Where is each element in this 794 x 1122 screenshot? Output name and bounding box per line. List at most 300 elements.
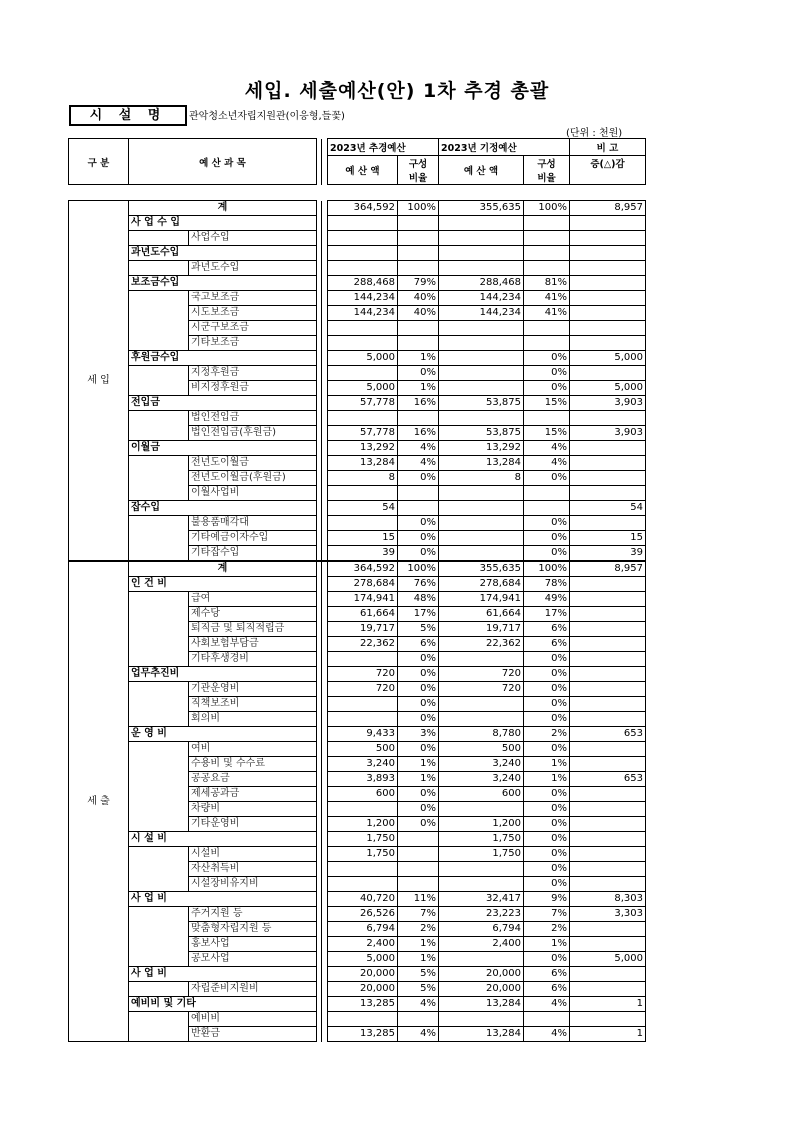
revised-amount-cell: 6,794	[328, 922, 398, 937]
subcategory-label: 시군구보조금	[189, 321, 317, 336]
existing-ratio-cell: 0%	[524, 471, 570, 486]
subcategory-label: 급여	[189, 592, 317, 607]
revised-amount-cell: 144,234	[328, 306, 398, 321]
revised-ratio-cell	[398, 832, 439, 847]
subcategory-label: 사업수입	[189, 231, 317, 246]
change-cell: 3,303	[570, 907, 646, 922]
existing-ratio-cell: 4%	[524, 456, 570, 471]
revised-amount-cell	[328, 486, 398, 501]
revised-amount-cell: 278,684	[328, 577, 398, 592]
subcategory-label: 시도보조금	[189, 306, 317, 321]
category-label: 전입금	[129, 396, 317, 411]
revised-amount-cell: 13,292	[328, 441, 398, 456]
change-cell	[570, 306, 646, 321]
revised-ratio-cell: 40%	[398, 306, 439, 321]
existing-ratio-cell: 15%	[524, 396, 570, 411]
header-ratio-line1: 구성	[408, 159, 428, 170]
change-cell: 3,903	[570, 396, 646, 411]
revised-ratio-cell: 1%	[398, 351, 439, 366]
change-cell	[570, 216, 646, 231]
page-title: 세입. 세출예산(안) 1차 추경 총괄	[244, 80, 550, 102]
existing-ratio-cell: 100%	[524, 201, 570, 216]
change-cell	[570, 877, 646, 892]
change-cell: 3,903	[570, 426, 646, 441]
revised-amount-cell: 54	[328, 501, 398, 516]
revised-ratio-cell: 16%	[398, 396, 439, 411]
revised-ratio-cell	[398, 231, 439, 246]
existing-amount-cell	[439, 802, 524, 817]
change-cell	[570, 742, 646, 757]
revised-amount-cell	[328, 336, 398, 351]
change-cell	[570, 592, 646, 607]
indent-cell	[129, 261, 189, 276]
table-row	[69, 246, 646, 261]
table-row	[69, 216, 646, 231]
category-label: 시 설 비	[129, 832, 317, 847]
revised-amount-cell: 364,592	[328, 561, 398, 577]
change-cell	[570, 456, 646, 471]
subcategory-label: 국고보조금	[189, 291, 317, 306]
category-label: 잡수입	[129, 501, 317, 516]
existing-ratio-cell: 0%	[524, 877, 570, 892]
indent-cell	[129, 516, 189, 562]
existing-ratio-cell	[524, 216, 570, 231]
revised-ratio-cell: 6%	[398, 637, 439, 652]
table-row	[69, 847, 646, 862]
revised-amount-cell: 13,284	[328, 456, 398, 471]
existing-amount-cell: 600	[439, 787, 524, 802]
existing-ratio-cell: 4%	[524, 1027, 570, 1042]
revised-amount-cell: 26,526	[328, 907, 398, 922]
revised-ratio-cell: 0%	[398, 667, 439, 682]
revised-amount-cell: 720	[328, 682, 398, 697]
category-label: 후원금수입	[129, 351, 317, 366]
change-cell	[570, 847, 646, 862]
revised-amount-cell: 5,000	[328, 952, 398, 967]
change-cell: 5,000	[570, 351, 646, 366]
revised-amount-cell: 364,592	[328, 201, 398, 216]
change-cell	[570, 516, 646, 531]
revised-ratio-cell	[398, 847, 439, 862]
existing-amount-cell	[439, 261, 524, 276]
revised-amount-cell	[328, 411, 398, 426]
change-cell	[570, 246, 646, 261]
revised-ratio-cell: 0%	[398, 516, 439, 531]
change-cell	[570, 261, 646, 276]
change-cell	[570, 577, 646, 592]
existing-amount-cell: 13,284	[439, 1027, 524, 1042]
revised-amount-cell: 8	[328, 471, 398, 486]
indent-cell	[129, 411, 189, 441]
subcategory-label: 시설비	[189, 847, 317, 862]
budget-table	[68, 200, 646, 1042]
existing-ratio-cell: 0%	[524, 952, 570, 967]
existing-amount-cell	[439, 501, 524, 516]
subcategory-label: 기타운영비	[189, 817, 317, 832]
existing-amount-cell: 20,000	[439, 967, 524, 982]
header-ratio-line2: 비율	[408, 173, 428, 184]
revised-amount-cell: 57,778	[328, 396, 398, 411]
change-cell	[570, 471, 646, 486]
existing-amount-cell: 720	[439, 682, 524, 697]
table-row	[69, 832, 646, 847]
table-row	[69, 892, 646, 907]
revised-ratio-cell: 7%	[398, 907, 439, 922]
existing-amount-cell	[439, 351, 524, 366]
subcategory-label: 법인전입금(후원금)	[189, 426, 317, 441]
section-income-label: 세 입	[69, 201, 129, 562]
existing-ratio-cell	[524, 261, 570, 276]
existing-ratio-cell: 41%	[524, 291, 570, 306]
existing-amount-cell	[439, 366, 524, 381]
header-revised-budget: 2023년 추경예산	[328, 139, 439, 156]
change-cell: 653	[570, 727, 646, 742]
existing-amount-cell: 1,750	[439, 847, 524, 862]
category-label: 운 영 비	[129, 727, 317, 742]
existing-amount-cell: 355,635	[439, 201, 524, 216]
subcategory-label: 사회보험부담금	[189, 637, 317, 652]
indent-cell	[129, 742, 189, 832]
change-cell: 15	[570, 531, 646, 546]
subcategory-label: 여비	[189, 742, 317, 757]
existing-amount-cell: 8,780	[439, 727, 524, 742]
section-expense-label: 세 출	[69, 561, 129, 1042]
existing-ratio-cell: 78%	[524, 577, 570, 592]
table-row	[69, 561, 646, 577]
revised-ratio-cell: 17%	[398, 607, 439, 622]
revised-ratio-cell: 0%	[398, 712, 439, 727]
revised-ratio-cell: 2%	[398, 922, 439, 937]
existing-ratio-cell: 0%	[524, 351, 570, 366]
table-row	[69, 727, 646, 742]
revised-amount-cell: 9,433	[328, 727, 398, 742]
table-row	[69, 291, 646, 306]
existing-amount-cell	[439, 336, 524, 351]
change-cell	[570, 832, 646, 847]
existing-amount-cell	[439, 697, 524, 712]
revised-amount-cell: 61,664	[328, 607, 398, 622]
revised-amount-cell	[328, 802, 398, 817]
table-row	[69, 742, 646, 757]
existing-ratio-cell	[524, 501, 570, 516]
change-cell: 39	[570, 546, 646, 562]
subcategory-label: 회의비	[189, 712, 317, 727]
revised-ratio-cell: 0%	[398, 652, 439, 667]
revised-ratio-cell: 5%	[398, 622, 439, 637]
revised-amount-cell: 500	[328, 742, 398, 757]
existing-amount-cell: 23,223	[439, 907, 524, 922]
existing-ratio-cell: 2%	[524, 727, 570, 742]
revised-ratio-cell: 1%	[398, 952, 439, 967]
revised-amount-cell: 57,778	[328, 426, 398, 441]
subcategory-label: 공모사업	[189, 952, 317, 967]
revised-ratio-cell: 5%	[398, 967, 439, 982]
existing-amount-cell	[439, 321, 524, 336]
header-amount-existing: 예 산 액	[439, 156, 524, 185]
revised-amount-cell: 174,941	[328, 592, 398, 607]
existing-amount-cell: 288,468	[439, 276, 524, 291]
subcategory-label: 과년도수입	[189, 261, 317, 276]
existing-ratio-cell	[524, 321, 570, 336]
existing-ratio-cell	[524, 411, 570, 426]
revised-ratio-cell: 0%	[398, 682, 439, 697]
subcategory-label: 이월사업비	[189, 486, 317, 501]
header-ratio-existing	[524, 156, 570, 185]
revised-ratio-cell: 40%	[398, 291, 439, 306]
existing-amount-cell: 1,200	[439, 817, 524, 832]
revised-ratio-cell	[398, 216, 439, 231]
table-row	[69, 261, 646, 276]
subcategory-label: 퇴직금 및 퇴직적립금	[189, 622, 317, 637]
existing-amount-cell	[439, 546, 524, 562]
header-ratio-line1: 구성	[537, 159, 556, 170]
existing-ratio-cell: 1%	[524, 937, 570, 952]
subcategory-label: 제세공과금	[189, 787, 317, 802]
existing-ratio-cell: 0%	[524, 516, 570, 531]
revised-ratio-cell: 1%	[398, 937, 439, 952]
existing-ratio-cell: 1%	[524, 772, 570, 787]
revised-ratio-cell	[398, 862, 439, 877]
existing-amount-cell: 61,664	[439, 607, 524, 622]
table-row	[69, 516, 646, 531]
revised-amount-cell	[328, 216, 398, 231]
revised-ratio-cell: 4%	[398, 997, 439, 1012]
revised-ratio-cell: 4%	[398, 1027, 439, 1042]
existing-amount-cell: 13,292	[439, 441, 524, 456]
indent-cell	[129, 291, 189, 351]
revised-ratio-cell: 0%	[398, 471, 439, 486]
existing-ratio-cell: 81%	[524, 276, 570, 291]
revised-amount-cell	[328, 1012, 398, 1027]
revised-ratio-cell: 100%	[398, 201, 439, 216]
change-cell: 8,957	[570, 561, 646, 577]
existing-amount-cell	[439, 712, 524, 727]
revised-ratio-cell: 1%	[398, 772, 439, 787]
subcategory-label: 비지정후원금	[189, 381, 317, 396]
header-table	[68, 138, 646, 185]
existing-ratio-cell: 4%	[524, 997, 570, 1012]
subcategory-label: 지정후원금	[189, 366, 317, 381]
existing-amount-cell: 32,417	[439, 892, 524, 907]
existing-ratio-cell: 0%	[524, 697, 570, 712]
change-cell	[570, 276, 646, 291]
existing-ratio-cell: 6%	[524, 622, 570, 637]
existing-amount-cell	[439, 216, 524, 231]
header-existing-budget: 2023년 기정예산	[439, 139, 570, 156]
revised-amount-cell: 1,750	[328, 847, 398, 862]
table-row	[69, 501, 646, 516]
revised-amount-cell	[328, 652, 398, 667]
change-cell	[570, 336, 646, 351]
existing-ratio-cell	[524, 246, 570, 261]
existing-ratio-cell: 0%	[524, 682, 570, 697]
change-cell	[570, 862, 646, 877]
change-cell	[570, 697, 646, 712]
category-label: 사 업 비	[129, 967, 317, 982]
header-note: 비 고	[570, 139, 646, 156]
revised-ratio-cell: 0%	[398, 546, 439, 562]
subcategory-label: 기타후생경비	[189, 652, 317, 667]
subcategory-label: 수용비 및 수수료	[189, 757, 317, 772]
header-ratio-line2: 비율	[537, 173, 556, 184]
subcategory-label: 기타예금이자수입	[189, 531, 317, 546]
existing-amount-cell	[439, 862, 524, 877]
change-cell: 653	[570, 772, 646, 787]
table-row	[69, 351, 646, 366]
revised-amount-cell: 3,240	[328, 757, 398, 772]
existing-amount-cell: 3,240	[439, 772, 524, 787]
existing-amount-cell	[439, 411, 524, 426]
revised-amount-cell: 20,000	[328, 967, 398, 982]
change-cell	[570, 757, 646, 772]
revised-amount-cell	[328, 366, 398, 381]
table-row	[69, 577, 646, 592]
header-ratio-revised	[398, 156, 439, 185]
indent-cell	[129, 982, 189, 997]
revised-ratio-cell: 79%	[398, 276, 439, 291]
existing-ratio-cell: 100%	[524, 561, 570, 577]
change-cell	[570, 967, 646, 982]
revised-ratio-cell: 0%	[398, 787, 439, 802]
change-cell	[570, 607, 646, 622]
table-row	[69, 441, 646, 456]
existing-ratio-cell	[524, 231, 570, 246]
revised-ratio-cell: 5%	[398, 982, 439, 997]
revised-ratio-cell: 16%	[398, 426, 439, 441]
subcategory-label: 직책보조비	[189, 697, 317, 712]
existing-amount-cell	[439, 246, 524, 261]
change-cell	[570, 667, 646, 682]
revised-ratio-cell: 3%	[398, 727, 439, 742]
change-cell	[570, 411, 646, 426]
category-label: 이월금	[129, 441, 317, 456]
revised-amount-cell	[328, 246, 398, 261]
existing-ratio-cell: 0%	[524, 652, 570, 667]
subcategory-label: 예비비	[189, 1012, 317, 1027]
revised-amount-cell	[328, 862, 398, 877]
revised-ratio-cell	[398, 877, 439, 892]
existing-amount-cell: 22,362	[439, 637, 524, 652]
existing-ratio-cell: 0%	[524, 667, 570, 682]
change-cell	[570, 922, 646, 937]
existing-ratio-cell: 49%	[524, 592, 570, 607]
existing-amount-cell: 13,284	[439, 456, 524, 471]
revised-amount-cell: 288,468	[328, 276, 398, 291]
subcategory-label: 시설장비유지비	[189, 877, 317, 892]
table-row	[69, 396, 646, 411]
indent-cell	[129, 847, 189, 892]
category-label: 업무추진비	[129, 667, 317, 682]
header-gubun: 구 분	[69, 139, 129, 185]
revised-ratio-cell	[398, 501, 439, 516]
existing-ratio-cell: 7%	[524, 907, 570, 922]
category-label: 보조금수입	[129, 276, 317, 291]
revised-amount-cell	[328, 231, 398, 246]
existing-ratio-cell: 0%	[524, 862, 570, 877]
existing-ratio-cell: 9%	[524, 892, 570, 907]
change-cell: 5,000	[570, 381, 646, 396]
subcategory-label: 기관운영비	[189, 682, 317, 697]
revised-amount-cell: 600	[328, 787, 398, 802]
existing-amount-cell: 6,794	[439, 922, 524, 937]
category-label: 과년도수입	[129, 246, 317, 261]
existing-amount-cell	[439, 231, 524, 246]
existing-ratio-cell	[524, 1012, 570, 1027]
existing-ratio-cell: 15%	[524, 426, 570, 441]
header-account: 예 산 과 목	[129, 139, 317, 185]
existing-amount-cell: 2,400	[439, 937, 524, 952]
revised-amount-cell: 15	[328, 531, 398, 546]
revised-ratio-cell: 100%	[398, 561, 439, 577]
subcategory-label: 공공요금	[189, 772, 317, 787]
change-cell: 8,303	[570, 892, 646, 907]
existing-ratio-cell: 0%	[524, 366, 570, 381]
change-cell	[570, 682, 646, 697]
existing-amount-cell: 53,875	[439, 426, 524, 441]
subcategory-label: 제수당	[189, 607, 317, 622]
existing-ratio-cell: 0%	[524, 817, 570, 832]
change-cell: 1	[570, 997, 646, 1012]
revised-amount-cell: 39	[328, 546, 398, 562]
existing-ratio-cell: 6%	[524, 967, 570, 982]
subcategory-label: 기타보조금	[189, 336, 317, 351]
existing-ratio-cell: 0%	[524, 546, 570, 562]
existing-amount-cell: 355,635	[439, 561, 524, 577]
existing-ratio-cell: 0%	[524, 832, 570, 847]
existing-amount-cell: 3,240	[439, 757, 524, 772]
header-amount-revised: 예 산 액	[328, 156, 398, 185]
facility-label: 시 설 명	[69, 105, 187, 126]
revised-ratio-cell	[398, 321, 439, 336]
indent-cell	[129, 231, 189, 246]
change-cell	[570, 291, 646, 306]
existing-ratio-cell: 6%	[524, 637, 570, 652]
existing-amount-cell	[439, 1012, 524, 1027]
existing-amount-cell: 13,284	[439, 997, 524, 1012]
existing-amount-cell: 720	[439, 667, 524, 682]
revised-ratio-cell: 76%	[398, 577, 439, 592]
revised-amount-cell	[328, 697, 398, 712]
table-row	[69, 201, 646, 216]
indent-cell	[129, 366, 189, 396]
change-cell	[570, 622, 646, 637]
subcategory-label: 전년도이월금(후원금)	[189, 471, 317, 486]
subcategory-label: 홍보사업	[189, 937, 317, 952]
revised-ratio-cell	[398, 336, 439, 351]
revised-ratio-cell: 1%	[398, 381, 439, 396]
table-row	[69, 682, 646, 697]
change-cell	[570, 486, 646, 501]
revised-ratio-cell	[398, 261, 439, 276]
existing-amount-cell	[439, 652, 524, 667]
existing-amount-cell: 144,234	[439, 291, 524, 306]
subcategory-label: 법인전입금	[189, 411, 317, 426]
existing-ratio-cell: 0%	[524, 802, 570, 817]
existing-amount-cell: 8	[439, 471, 524, 486]
change-cell: 1	[570, 1027, 646, 1042]
revised-amount-cell: 1,750	[328, 832, 398, 847]
change-cell: 5,000	[570, 952, 646, 967]
revised-ratio-cell: 0%	[398, 531, 439, 546]
table-row	[69, 231, 646, 246]
existing-amount-cell	[439, 877, 524, 892]
existing-ratio-cell: 0%	[524, 381, 570, 396]
existing-ratio-cell: 41%	[524, 306, 570, 321]
existing-ratio-cell: 6%	[524, 982, 570, 997]
existing-ratio-cell: 2%	[524, 922, 570, 937]
table-row	[69, 997, 646, 1012]
change-cell	[570, 441, 646, 456]
